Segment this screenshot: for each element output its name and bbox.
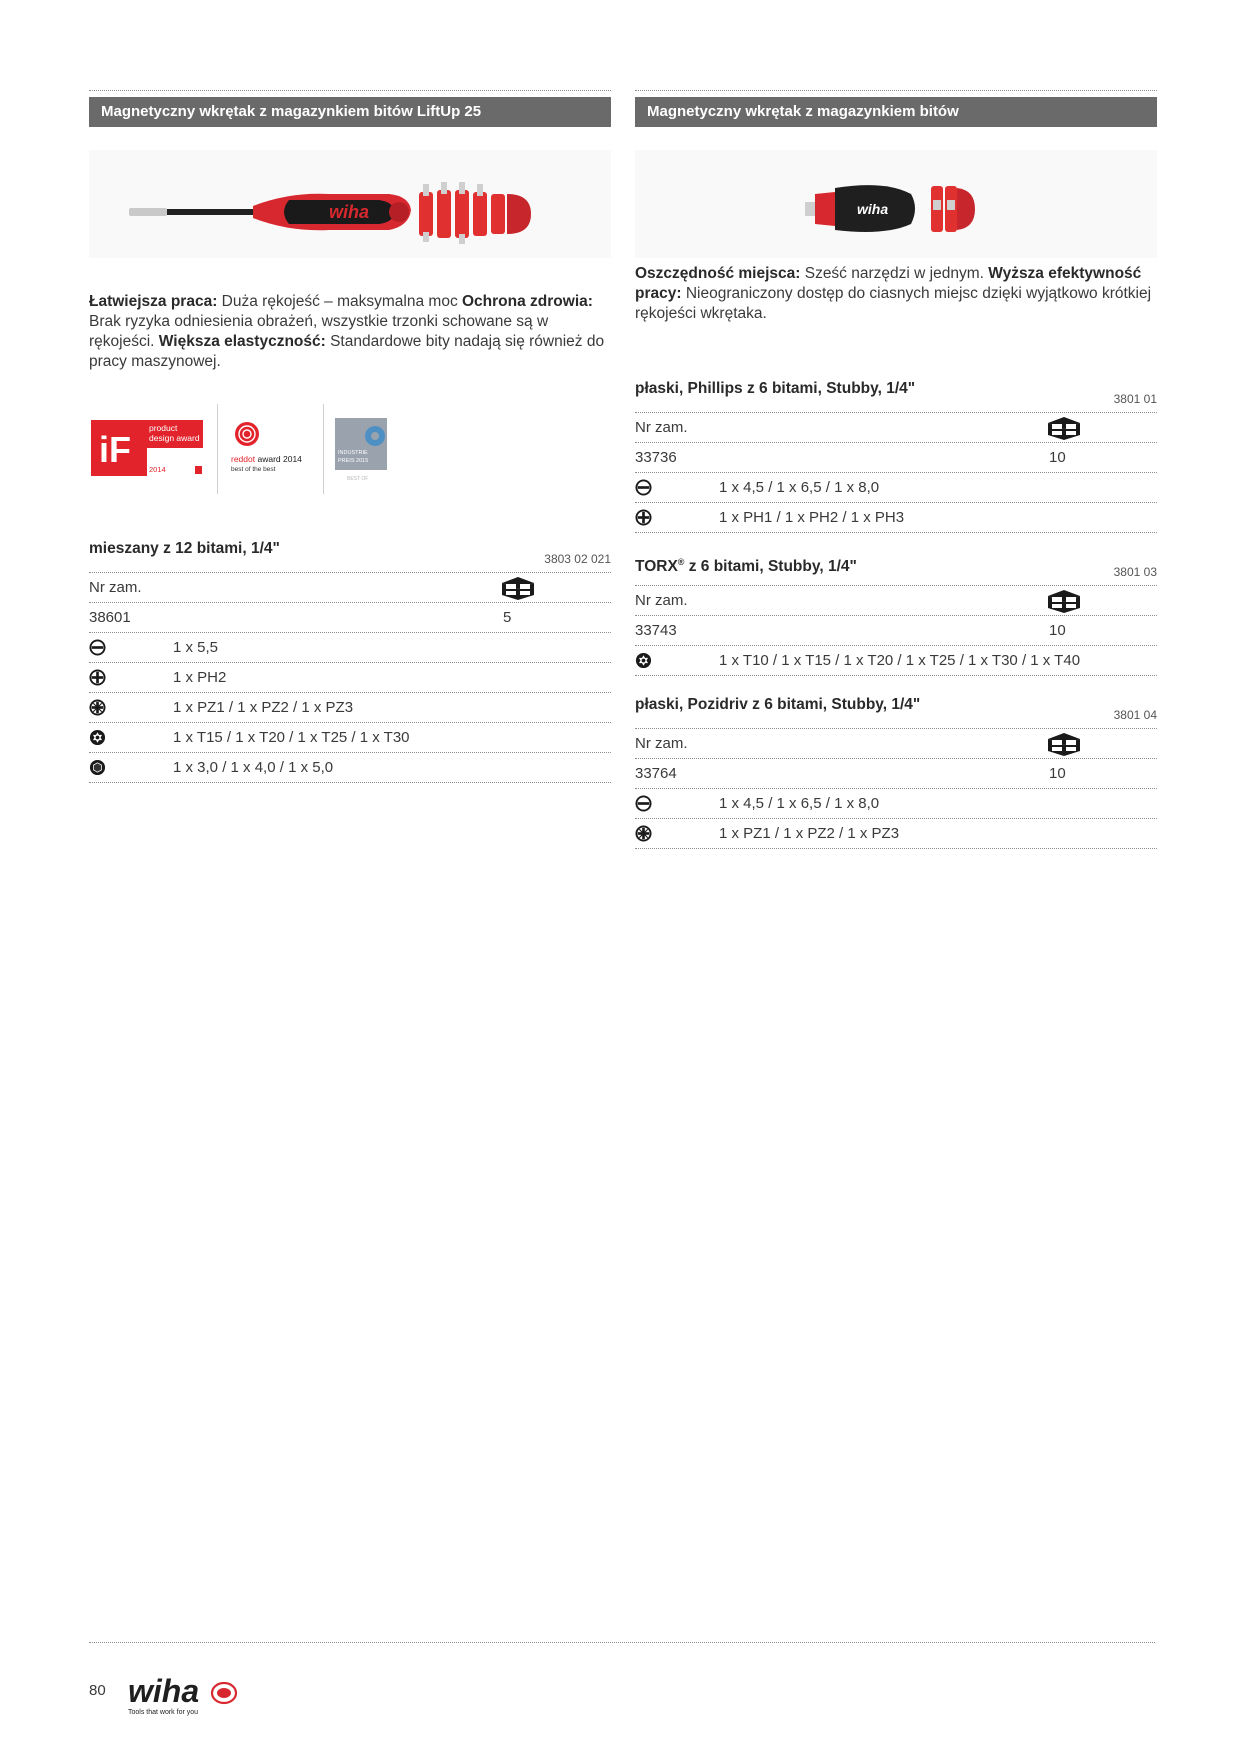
svg-text:reddot award 2014: reddot award 2014: [231, 454, 302, 464]
table-row-order: [89, 602, 611, 632]
desc-text-1: Sześć narzędzi w jednym.: [800, 265, 989, 282]
table-row-bits: [89, 692, 611, 722]
svg-text:BEST OF: BEST OF: [347, 476, 369, 482]
section-title: [635, 378, 1157, 412]
award-separator: [323, 404, 324, 494]
table-row-bits: [89, 752, 611, 783]
industrie-preis-award-logo: [335, 418, 391, 486]
top-divider: [89, 90, 611, 91]
bit-list: 1 x T15 / 1 x T20 / 1 x T25 / 1 x T30: [173, 729, 410, 746]
order-number: 38601: [89, 609, 131, 626]
right-header-bar: [635, 97, 1157, 127]
torx-icon: [635, 652, 652, 669]
section-title: [635, 551, 1157, 585]
svg-text:PREIS 2015: PREIS 2015: [338, 458, 369, 464]
bit-list: 1 x PZ1 / 1 x PZ2 / 1 x PZ3: [719, 825, 900, 842]
table-row-bits: [89, 632, 611, 662]
article-code: 3801 04: [1113, 708, 1157, 722]
section-table: [635, 412, 1157, 533]
torx-icon: [89, 729, 106, 746]
left-column: [89, 90, 611, 783]
order-label: Nr zam.: [89, 579, 142, 596]
right-section-torx: [635, 551, 1157, 676]
table-row-header: [635, 728, 1157, 758]
table-row-order: [635, 442, 1157, 472]
package-quantity-icon: [499, 575, 537, 601]
bit-list: 1 x 4,5 / 1 x 6,5 / 1 x 8,0: [719, 479, 880, 496]
stubby-screwdriver-image: [635, 150, 1157, 258]
hex-icon: [89, 759, 106, 776]
left-description: [89, 292, 611, 372]
table-row-header: [635, 585, 1157, 615]
left-header-bar: [89, 97, 611, 127]
footer-divider: [89, 1642, 1155, 1643]
order-label: Nr zam.: [635, 419, 688, 436]
package-quantity-icon: [1045, 588, 1083, 614]
svg-text:wiha: wiha: [128, 1673, 200, 1709]
if-award-logo: [91, 420, 207, 476]
table-row-bits: [89, 722, 611, 752]
svg-text:wiha: wiha: [329, 202, 370, 222]
right-section-pozidriv: [635, 694, 1157, 849]
section-table: [635, 728, 1157, 849]
order-number: 33743: [635, 622, 677, 639]
table-row-bits: [635, 645, 1157, 676]
svg-text:INDUSTRIE: INDUSTRIE: [338, 450, 368, 456]
article-code: 3801 03: [1113, 565, 1157, 579]
pack-quantity: 10: [1049, 622, 1066, 639]
section-title: [635, 694, 1157, 728]
table-row-bits: [89, 662, 611, 692]
liftup-screwdriver-image: [89, 150, 611, 258]
article-code: 3801 01: [1113, 392, 1157, 406]
pozidriv-icon: [635, 825, 652, 842]
section-title-text: TORX® z 6 bitami, Stubby, 1/4": [635, 557, 857, 576]
bit-list: 1 x T10 / 1 x T15 / 1 x T20 / 1 x T25 / 1 x T30 / 1 x T40: [719, 652, 1081, 669]
table-row-header: [89, 572, 611, 602]
svg-text:design award: design award: [149, 433, 200, 443]
svg-text:iF: iF: [99, 429, 131, 470]
pack-quantity: 10: [1049, 765, 1066, 782]
section-title-text: mieszany z 12 bitami, 1/4": [89, 540, 280, 557]
desc-text-3: Standardowe bity nadają się również do pracy maszynowej.: [89, 333, 605, 370]
table-row-order: [635, 758, 1157, 788]
svg-text:Tools that work for you: Tools that work for you: [128, 1709, 199, 1716]
desc-bold-1: Oszczędność miejsca:: [635, 265, 801, 282]
bit-list: 1 x PZ1 / 1 x PZ2 / 1 x PZ3: [173, 699, 354, 716]
desc-bold-1: Łatwiejsza praca:: [89, 293, 218, 310]
slotted-icon: [89, 639, 106, 656]
bit-list: 1 x 4,5 / 1 x 6,5 / 1 x 8,0: [719, 795, 880, 812]
order-number: 33736: [635, 449, 677, 466]
package-quantity-icon: [1045, 415, 1083, 441]
reddot-award-logo: [231, 420, 315, 480]
left-section-mixed: [89, 538, 611, 783]
pozidriv-icon: [89, 699, 106, 716]
table-row-bits: [635, 788, 1157, 818]
desc-text-2: Nieograniczony dostęp do ciasnych miejsc dzięki wyjątkowo krótkiej rękojeści wkrętaka.: [635, 285, 1152, 322]
order-label: Nr zam.: [635, 735, 688, 752]
right-column: [635, 90, 1157, 849]
table-row-order: [635, 615, 1157, 645]
bit-list: 1 x PH1 / 1 x PH2 / 1 x PH3: [719, 509, 905, 526]
phillips-icon: [635, 509, 652, 526]
left-header-title: Magnetyczny wkrętak z magazynkiem bitów LiftUp 25: [101, 103, 482, 120]
section-title-text: płaski, Phillips z 6 bitami, Stubby, 1/4": [635, 380, 916, 397]
package-quantity-icon: [1045, 731, 1083, 757]
svg-text:product: product: [149, 423, 178, 433]
right-header-title: Magnetyczny wkrętak z magazynkiem bitów: [647, 103, 959, 120]
right-description: [635, 264, 1157, 324]
phillips-icon: [89, 669, 106, 686]
desc-text-1: Duża rękojeść – maksymalna moc: [217, 293, 462, 310]
desc-bold-2: Ochrona zdrowia:: [462, 293, 593, 310]
desc-bold-3: Większa elastyczność:: [158, 333, 326, 350]
page-number: 80: [89, 1682, 106, 1699]
desc-text-2: Brak ryzyka odniesienia obrażeń, wszystkie trzonki schowane są w rękojeści.: [89, 313, 549, 350]
right-section-phillips: [635, 378, 1157, 533]
section-title: [89, 538, 611, 572]
desc-bold-2: Wyższa efektywność pracy:: [635, 265, 1142, 302]
award-separator: [217, 404, 218, 494]
table-row-header: [635, 412, 1157, 442]
order-label: Nr zam.: [635, 592, 688, 609]
order-number: 33764: [635, 765, 677, 782]
table-row-bits: [635, 502, 1157, 533]
bit-list: 1 x 5,5: [173, 639, 219, 656]
svg-text:wiha: wiha: [857, 201, 889, 217]
table-row-bits: [635, 472, 1157, 502]
section-table: [635, 585, 1157, 676]
pack-quantity: 10: [1049, 449, 1066, 466]
section-table: [89, 572, 611, 783]
pack-quantity: 5: [503, 609, 512, 626]
slotted-icon: [635, 795, 652, 812]
table-row-bits: [635, 818, 1157, 849]
top-divider: [635, 90, 1157, 91]
section-title-text: płaski, Pozidriv z 6 bitami, Stubby, 1/4": [635, 696, 921, 713]
slotted-icon: [635, 479, 652, 496]
wiha-logo: [126, 1672, 246, 1716]
svg-text:2014: 2014: [149, 465, 166, 474]
awards-row: [89, 404, 611, 498]
article-code: 3803 02 021: [544, 552, 611, 566]
bit-list: 1 x 3,0 / 1 x 4,0 / 1 x 5,0: [173, 759, 334, 776]
bit-list: 1 x PH2: [173, 669, 227, 686]
svg-text:best of the best: best of the best: [231, 466, 276, 473]
